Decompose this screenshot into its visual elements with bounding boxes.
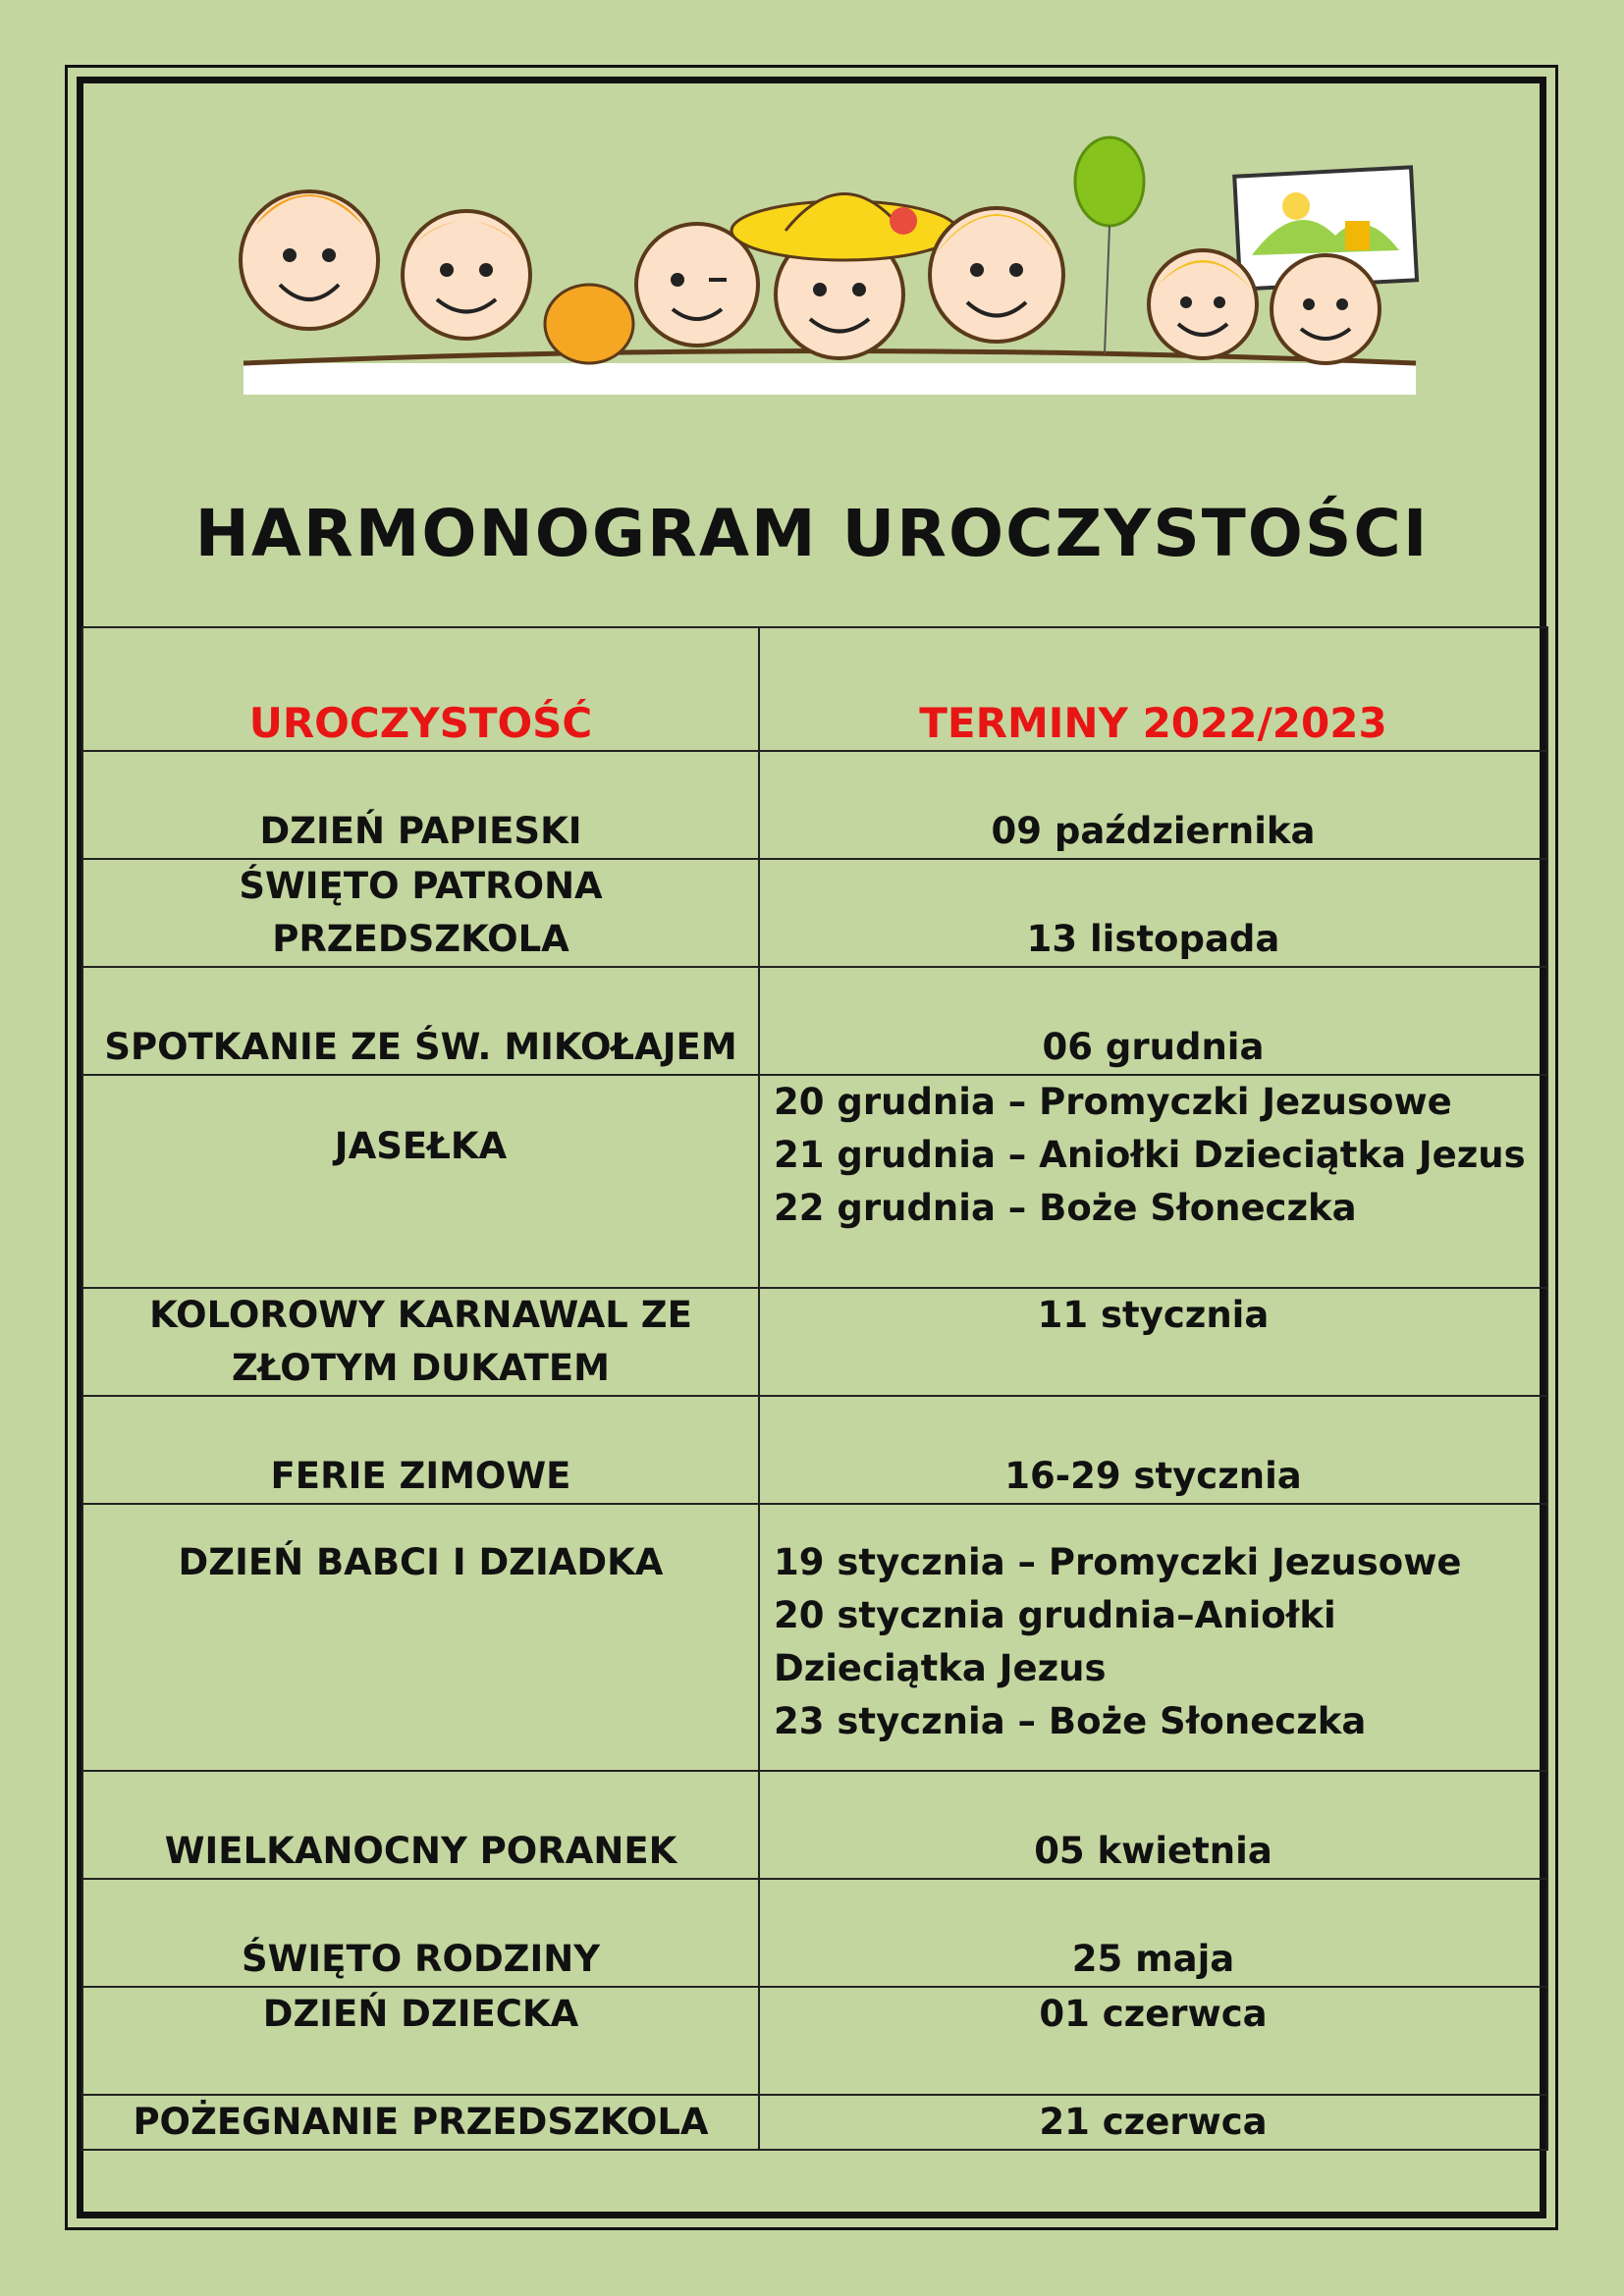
event-name: DZIEŃ DZIECKA [82, 1987, 759, 2095]
event-date: 01 czerwca [759, 1987, 1547, 2095]
event-date: 13 listopada [759, 859, 1547, 967]
child-face-7-icon [1272, 255, 1380, 363]
event-date-line: 20 stycznia grudnia–Aniołki Dzieciątka Jezus [774, 1594, 1336, 1689]
table-row [82, 967, 1547, 1075]
event-name: DZIEŃ BABCI I DZIADKA [82, 1504, 759, 1771]
table-row [82, 751, 1547, 859]
event-name: FERIE ZIMOWE [82, 1396, 759, 1504]
event-date-line: 22 grudnia – Boże Słoneczka [774, 1187, 1357, 1229]
cat-icon [545, 285, 633, 363]
event-name: DZIEŃ PAPIESKI [82, 751, 759, 859]
table-row [82, 1504, 1547, 1771]
event-name: SPOTKANIE ZE ŚW. MIKOŁAJEM [82, 967, 759, 1075]
header-event: UROCZYSTOŚĆ [82, 627, 759, 751]
table-row [82, 1288, 1547, 1396]
page-title: HARMONOGRAM UROCZYSTOŚCI [194, 496, 1430, 571]
table-row [82, 1879, 1547, 1987]
event-name: ŚWIĘTO PATRONA PRZEDSZKOLA [82, 859, 759, 967]
event-date: 05 kwietnia [759, 1771, 1547, 1879]
event-date-line: 19 stycznia – Promyczki Jezusowe [774, 1541, 1462, 1583]
event-date: 21 czerwca [759, 2095, 1547, 2150]
event-date-line: 20 grudnia – Promyczki Jezusowe [774, 1081, 1452, 1123]
table-row [82, 1987, 1547, 2095]
child-face-hat-icon [731, 194, 957, 359]
child-face-6-icon [1149, 250, 1257, 358]
header-dates: TERMINY 2022/2023 [759, 627, 1547, 751]
event-date: 25 maja [759, 1879, 1547, 1987]
table-row [82, 1396, 1547, 1504]
table-header-row [82, 627, 1547, 751]
event-name: WIELKANOCNY PORANEK [82, 1771, 759, 1879]
event-date-line: 23 stycznia – Boże Słoneczka [774, 1700, 1367, 1742]
event-dates [759, 1504, 1547, 1771]
event-date: 16-29 stycznia [759, 1396, 1547, 1504]
event-date: 11 stycznia [759, 1288, 1547, 1396]
events-schedule-table [81, 626, 1548, 2151]
table-row [82, 2095, 1547, 2150]
event-date: 09 października [759, 751, 1547, 859]
event-date-line: 21 grudnia – Aniołki Dzieciątka Jezus [774, 1134, 1526, 1176]
table-row [82, 1771, 1547, 1879]
children-banner-illustration [196, 128, 1443, 398]
event-date: 06 grudnia [759, 967, 1547, 1075]
table-row [82, 1075, 1547, 1288]
child-face-2-icon [403, 211, 530, 339]
event-name: ŚWIĘTO RODZINY [82, 1879, 759, 1987]
child-face-1-icon [241, 191, 378, 329]
event-name: JASEŁKA [82, 1075, 759, 1288]
event-dates [759, 1075, 1547, 1288]
event-name: POŻEGNANIE PRZEDSZKOLA [82, 2095, 759, 2150]
event-name: KOLOROWY KARNAWAL ZE ZŁOTYM DUKATEM [82, 1288, 759, 1396]
table-row [82, 859, 1547, 967]
child-face-5-icon [930, 208, 1063, 342]
